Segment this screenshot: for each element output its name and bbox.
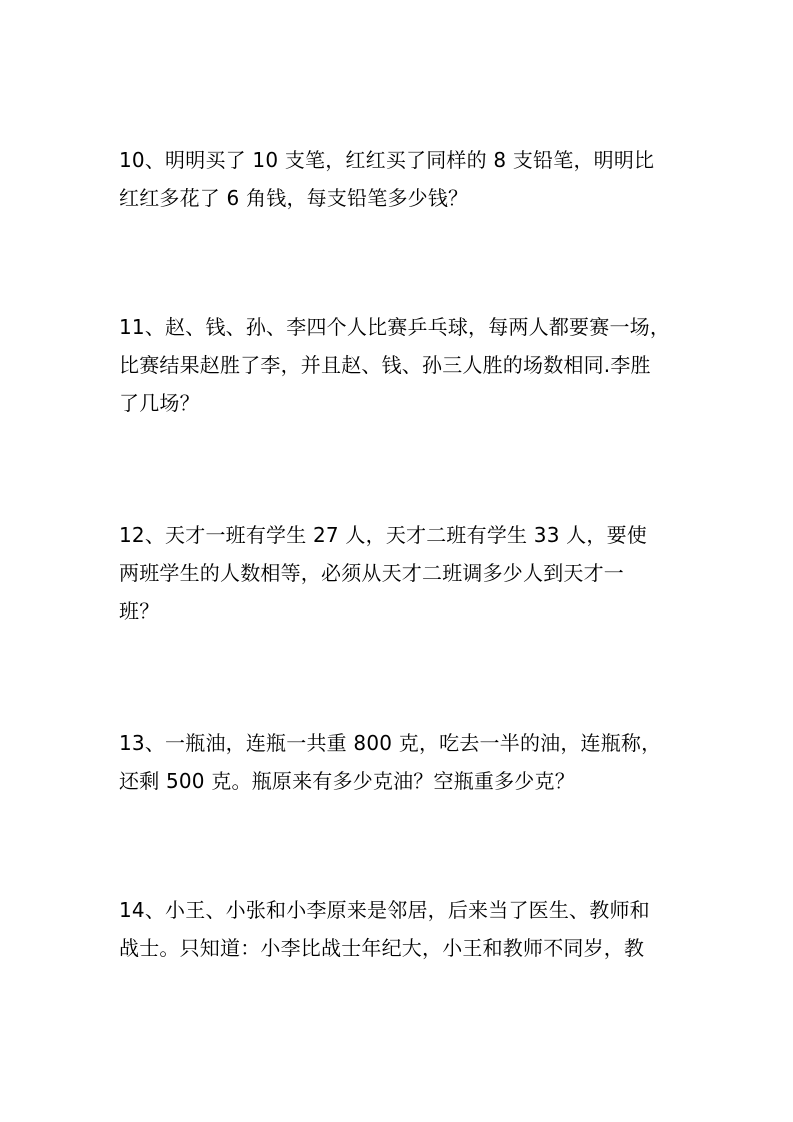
problem-11-line-3: 了几场？ <box>119 391 200 415</box>
problem-13-line-1: 13、一瓶油，连瓶一共重 800 克，吃去一半的油，连瓶称， <box>119 731 662 755</box>
problem-12-line-2: 两班学生的人数相等，必须从天才二班调多少人到天才一 <box>119 561 624 585</box>
problem-10-line-2: 红红多花了 6 角钱，每支铅笔多少钱？ <box>119 186 469 210</box>
problem-13-line-2: 还剩 500 克。瓶原来有多少克油？空瓶重多少克？ <box>119 769 575 793</box>
problem-11-line-2: 比赛结果赵胜了李，并且赵、钱、孙三人胜的场数相同.李胜 <box>119 353 651 377</box>
problem-10-line-1: 10、明明买了 10 支笔，红红买了同样的 8 支铅笔，明明比 <box>119 148 655 172</box>
problem-11-line-1: 11、赵、钱、孙、李四个人比赛乒乓球，每两人都要赛一场， <box>119 315 671 339</box>
problem-10 <box>119 141 679 217</box>
problem-14-line-1: 14、小王、小张和小李原来是邻居，后来当了医生、教师和 <box>119 898 650 922</box>
problem-11 <box>119 308 679 422</box>
problem-12 <box>119 516 679 630</box>
problem-12-line-1: 12、天才一班有学生 27 人，天才二班有学生 33 人，要使 <box>119 523 647 547</box>
problem-13 <box>119 724 679 800</box>
problem-14 <box>119 891 679 967</box>
problem-12-line-3: 班？ <box>119 599 160 623</box>
problem-14-line-2: 战士。只知道：小李比战士年纪大，小王和教师不同岁，教 <box>119 936 645 960</box>
